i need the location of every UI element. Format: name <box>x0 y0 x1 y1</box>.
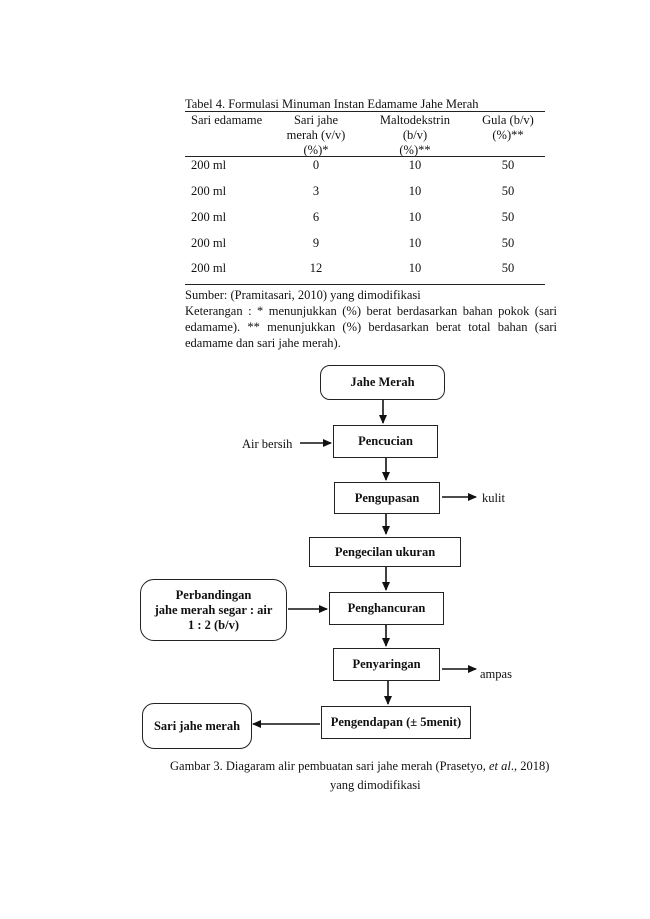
figure-caption: Gambar 3. Diagaram alir pembuatan sari jahe merah (Prasetyo, et al., 2018) <box>170 759 550 773</box>
flow-output-ampas: ampas <box>480 667 512 681</box>
flow-step-pengupasan: Pengupasan <box>334 482 440 514</box>
cell: 50 <box>501 236 515 250</box>
flow-step-pencucian: Pencucian <box>333 425 438 458</box>
table-source: Sumber: (Pramitasari, 2010) yang dimodifikasi <box>185 288 421 302</box>
flow-step-pengendapan: Pengendapan (± 5menit) <box>321 706 471 739</box>
cell: 10 <box>408 158 422 172</box>
flow-step-penghancuran: Penghancuran <box>329 592 444 625</box>
cell: 3 <box>312 184 320 198</box>
cell: 200 ml <box>191 261 227 275</box>
cell: 10 <box>408 184 422 198</box>
cell: 200 ml <box>191 236 227 250</box>
flow-step-jahe-merah: Jahe Merah <box>320 365 445 400</box>
cell: 6 <box>312 210 320 224</box>
flow-step-pengecilan-ukuran: Pengecilan ukuran <box>309 537 461 567</box>
cell: 50 <box>501 261 515 275</box>
header-sari-edamame: Sari edamame <box>191 113 263 127</box>
table-note: Keterangan : * menunjukkan (%) berat berdasarkan bahan pokok (sari edamame). ** menunjukkan (%) berdasarkan berat total bahan (sari edamame dan sari jahe merah). <box>185 304 557 350</box>
cell: 200 ml <box>191 210 227 224</box>
flow-output-kulit: kulit <box>482 491 505 505</box>
cell: 50 <box>501 210 515 224</box>
cell: 50 <box>501 158 515 172</box>
table-caption: Tabel 4. Formulasi Minuman Instan Edamame Jahe Merah <box>185 97 479 111</box>
cell: 50 <box>501 184 515 198</box>
cell: 200 ml <box>191 158 227 172</box>
flow-step-penyaringan: Penyaringan <box>333 648 440 681</box>
cell: 12 <box>309 261 323 275</box>
cell: 9 <box>312 236 320 250</box>
flow-input-air-bersih: Air bersih <box>242 437 293 451</box>
cell: 0 <box>312 158 320 172</box>
header-maltodekstrin: Maltodekstrin (b/v) (%)** <box>379 113 451 157</box>
figure-caption-line2: yang dimodifikasi <box>330 778 421 792</box>
cell: 10 <box>408 261 422 275</box>
flow-ratio-box: Perbandingan jahe merah segar : air 1 : 2 (b/v) <box>140 579 287 641</box>
header-gula: Gula (b/v) (%)** <box>482 113 534 142</box>
header-sari-jahe: Sari jahe merah (v/v) (%)* <box>286 113 346 157</box>
cell: 10 <box>408 236 422 250</box>
cell: 200 ml <box>191 184 227 198</box>
cell: 10 <box>408 210 422 224</box>
flow-result-sari-jahe-merah: Sari jahe merah <box>142 703 252 749</box>
